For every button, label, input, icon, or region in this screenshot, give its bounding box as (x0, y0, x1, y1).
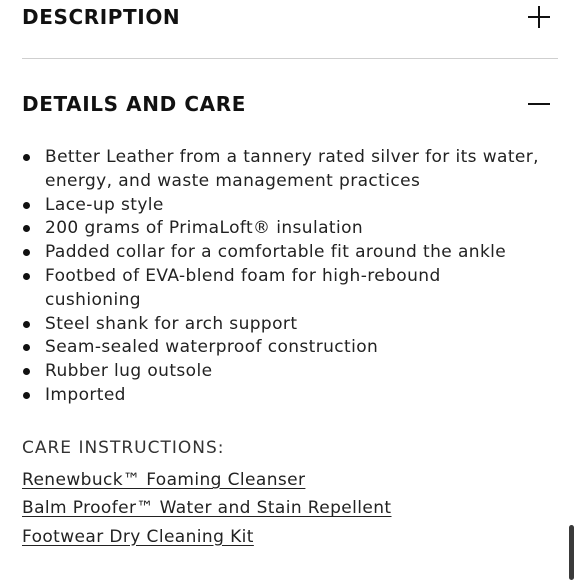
details-list-item (22, 241, 542, 265)
minus-icon[interactable] (528, 93, 550, 115)
details-item-text: Rubber lug outsole (45, 361, 213, 382)
details-item-text: Padded collar for a comfortable fit around the ankle (45, 242, 507, 263)
scrollbar[interactable] (569, 525, 574, 580)
bullet-icon (23, 368, 30, 375)
bullet-icon (23, 225, 30, 232)
details-list-item (22, 313, 542, 337)
description-section-header[interactable] (22, 2, 558, 32)
details-and-care-title: DETAILS AND CARE (22, 92, 246, 116)
description-title: DESCRIPTION (22, 5, 181, 29)
bullet-icon (23, 392, 30, 399)
details-item-text: Seam-sealed waterproof construction (45, 337, 379, 358)
details-item-text: Footbed of EVA-blend foam for high-rebound cushioning (45, 265, 441, 310)
care-link-balm-proofer[interactable]: Balm Proofer™ Water and Stain Repellent (22, 498, 392, 519)
bullet-icon (23, 273, 30, 280)
care-instructions-heading: CARE INSTRUCTIONS: (22, 438, 225, 458)
details-and-care-section-header[interactable] (22, 89, 558, 119)
details-list (22, 146, 542, 408)
care-link-dry-cleaning-kit[interactable]: Footwear Dry Cleaning Kit (22, 526, 254, 547)
section-divider (22, 58, 558, 59)
bullet-icon (23, 249, 30, 256)
bullet-icon (23, 154, 30, 161)
details-list-item (22, 146, 542, 194)
bullet-icon (23, 321, 30, 328)
details-list-item (22, 336, 542, 360)
bullet-icon (23, 202, 30, 209)
care-links (22, 466, 392, 551)
details-item-text: Imported (45, 384, 126, 405)
plus-icon[interactable] (528, 6, 550, 28)
bullet-icon (23, 344, 30, 351)
details-list-item (22, 360, 542, 384)
details-list-item (22, 217, 542, 241)
details-item-text: Steel shank for arch support (45, 313, 298, 334)
care-link-foaming-cleanser[interactable]: Renewbuck™ Foaming Cleanser (22, 470, 306, 490)
details-list-item (22, 384, 542, 408)
details-item-text: 200 grams of PrimaLoft® insulation (45, 218, 364, 239)
details-list-item (22, 265, 542, 313)
details-item-text: Better Leather from a tannery rated silver for its water, energy, and waste management practices (45, 147, 539, 191)
details-list-item (22, 194, 542, 218)
details-item-text: Lace-up style (45, 194, 164, 215)
